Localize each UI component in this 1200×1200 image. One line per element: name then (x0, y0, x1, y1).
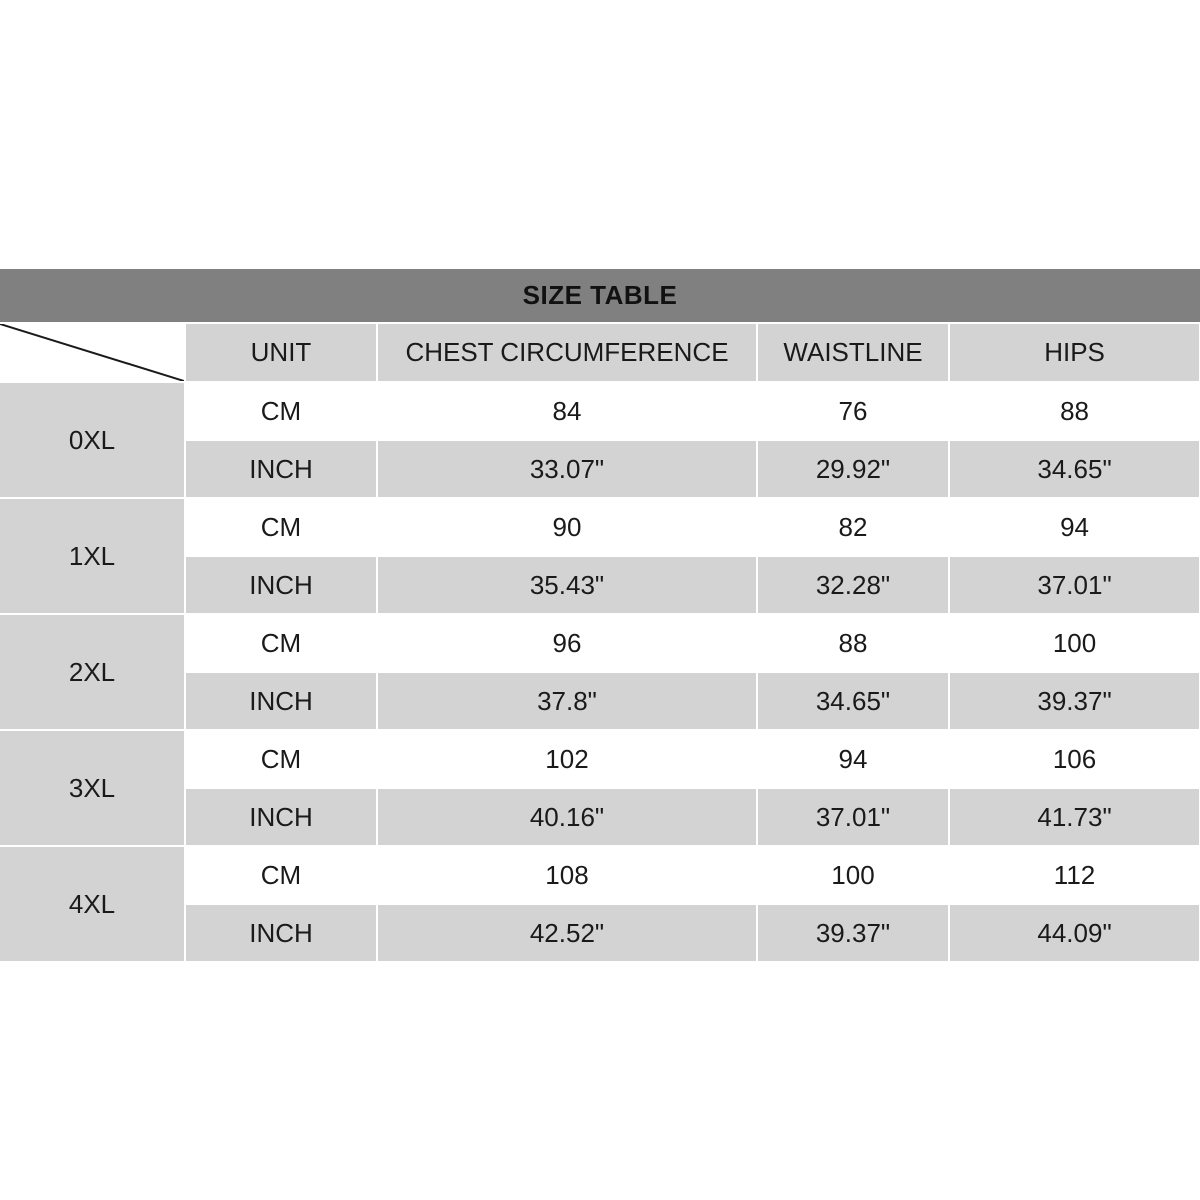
cell-waistline-cm: 100 (757, 846, 949, 904)
cell-chest-cm: 108 (377, 846, 757, 904)
cell-waistline-cm: 88 (757, 614, 949, 672)
table-row (0, 614, 1200, 672)
unit-label-inch: INCH (185, 672, 377, 730)
cell-chest-cm: 90 (377, 498, 757, 556)
unit-label-inch: INCH (185, 904, 377, 962)
cell-hips-inch: 37.01" (949, 556, 1200, 614)
cell-hips-inch: 41.73" (949, 788, 1200, 846)
table-row (0, 382, 1200, 440)
cell-hips-inch: 34.65" (949, 440, 1200, 498)
cell-waistline-cm: 76 (757, 382, 949, 440)
unit-label-cm: CM (185, 846, 377, 904)
cell-chest-inch: 40.16" (377, 788, 757, 846)
unit-label-cm: CM (185, 730, 377, 788)
cell-chest-cm: 102 (377, 730, 757, 788)
table-row (0, 730, 1200, 788)
cell-chest-inch: 42.52" (377, 904, 757, 962)
table-row (0, 498, 1200, 556)
cell-waistline-inch: 32.28" (757, 556, 949, 614)
cell-hips-cm: 88 (949, 382, 1200, 440)
diagonal-corner-cell (0, 323, 185, 382)
size-label: 3XL (0, 730, 185, 846)
column-header-hips: HIPS (949, 323, 1200, 382)
table-title: SIZE TABLE (0, 269, 1200, 323)
cell-chest-inch: 33.07" (377, 440, 757, 498)
cell-hips-inch: 44.09" (949, 904, 1200, 962)
cell-chest-cm: 84 (377, 382, 757, 440)
cell-hips-cm: 94 (949, 498, 1200, 556)
table-title-row (0, 269, 1200, 323)
size-label: 1XL (0, 498, 185, 614)
size-label: 0XL (0, 382, 185, 498)
unit-label-cm: CM (185, 382, 377, 440)
cell-waistline-inch: 39.37" (757, 904, 949, 962)
size-table (0, 269, 1200, 963)
size-label: 2XL (0, 614, 185, 730)
cell-chest-inch: 35.43" (377, 556, 757, 614)
unit-label-inch: INCH (185, 556, 377, 614)
unit-label-cm: CM (185, 498, 377, 556)
column-header-chest: CHEST CIRCUMFERENCE (377, 323, 757, 382)
cell-hips-cm: 100 (949, 614, 1200, 672)
size-label: 4XL (0, 846, 185, 962)
table-header-row (0, 323, 1200, 382)
unit-label-inch: INCH (185, 788, 377, 846)
cell-chest-inch: 37.8" (377, 672, 757, 730)
size-table-container (0, 269, 1200, 963)
cell-waistline-inch: 29.92" (757, 440, 949, 498)
unit-label-cm: CM (185, 614, 377, 672)
cell-chest-cm: 96 (377, 614, 757, 672)
table-row (0, 846, 1200, 904)
column-header-waistline: WAISTLINE (757, 323, 949, 382)
cell-waistline-inch: 34.65" (757, 672, 949, 730)
cell-waistline-cm: 82 (757, 498, 949, 556)
cell-waistline-cm: 94 (757, 730, 949, 788)
cell-hips-cm: 106 (949, 730, 1200, 788)
column-header-unit: UNIT (185, 323, 377, 382)
cell-hips-inch: 39.37" (949, 672, 1200, 730)
diagonal-line-icon (0, 324, 184, 381)
unit-label-inch: INCH (185, 440, 377, 498)
cell-hips-cm: 112 (949, 846, 1200, 904)
cell-waistline-inch: 37.01" (757, 788, 949, 846)
